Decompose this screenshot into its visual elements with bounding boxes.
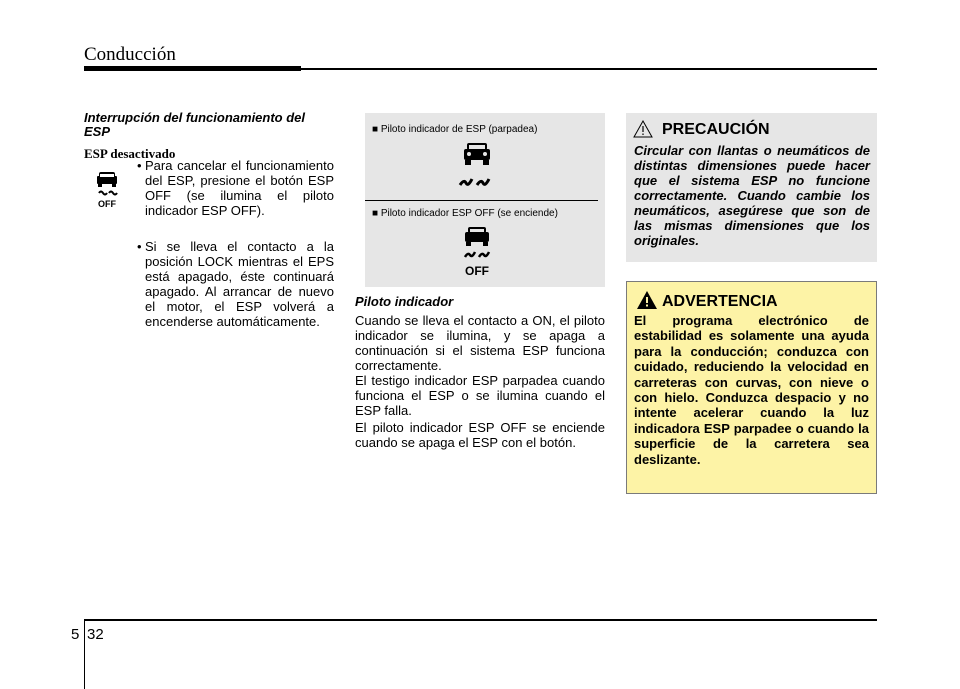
indicator-label-esp-off: ■ Piloto indicador ESP OFF (se enciende) <box>372 208 558 219</box>
piloto-heading: Piloto indicador <box>355 294 454 309</box>
header-rule-thick <box>84 66 301 71</box>
chapter-number: 5 <box>71 626 80 643</box>
subheading: Interrupción del funcionamiento del ESP <box>84 110 306 139</box>
esp-indicator-icon <box>455 141 499 191</box>
list-item: • Para cancelar el funcionamiento del ESP, presione el botón ESP OFF (se ilumina el piloto indicador ESP OFF). <box>137 158 334 218</box>
header-rule-thin <box>301 68 877 70</box>
list-item: • Si se lleva el contacto a la posición LOCK mientras el EPS está apagado, éste continuará apagado. Al arrancar de nuevo el motor, el ESP volverá a encenderse automáticamente. <box>137 239 334 329</box>
paragraph: El testigo indicador ESP parpadea cuando funciona el ESP o se ilumina cuando el ESP falla. <box>355 373 605 418</box>
esp-off-icon <box>86 164 128 210</box>
esp-off-indicator-icon <box>455 225 499 277</box>
paragraph: Cuando se lleva el contacto a ON, el piloto indicador se ilumina, y se apaga a continuación si el sistema ESP funciona correctamente. <box>355 313 605 373</box>
caution-text: Circular con llantas o neumáticos de distintas dimensiones puede hacer que el sistema ESP no funcione correctamente. Cuando cambie los neumáticos, asegúrese que son de las mismas dimensiones que los originales. <box>634 143 870 248</box>
bullet-text: Para cancelar el funcionamiento del ESP, presione el botón ESP OFF (se ilumina el piloto indicador ESP OFF). <box>145 158 334 218</box>
bullet-text: Si se lleva el contacto a la posición LOCK mientras el EPS está apagado, éste continuará apagado. Al arrancar de nuevo el motor, el ESP volverá a encenderse automáticamente. <box>145 239 334 329</box>
page-number: 32 <box>87 626 104 643</box>
caution-title: PRECAUCIÓN <box>662 121 770 138</box>
footer-divider <box>84 619 85 689</box>
esp-off-icon-label: OFF <box>98 199 116 209</box>
warning-title: ADVERTENCIA <box>662 293 778 310</box>
warning-text: El programa electrónico de estabilidad es solamente una ayuda para la conducción; conduzca con cuidado, reduciendo la velocidad en carreteras con curvas, con nieve o con hielo. Conduzca despacio y no intente acelerar cuando la luz indicadora ESP parpadee o cuando la superficie de la carretera sea deslizante. <box>634 313 869 467</box>
indicator-divider <box>365 200 598 201</box>
caution-triangle-icon <box>632 119 654 139</box>
warning-triangle-icon <box>636 290 658 310</box>
section-title: Conducción <box>84 44 176 65</box>
esp-off-heading: ESP desactivado <box>84 146 176 161</box>
footer-rule <box>84 619 877 621</box>
esp-off-indicator-label: OFF <box>465 264 489 277</box>
paragraph: El piloto indicador ESP OFF se enciende cuando se apaga el ESP con el botón. <box>355 420 605 450</box>
indicator-label-esp: ■ Piloto indicador de ESP (parpadea) <box>372 124 538 135</box>
